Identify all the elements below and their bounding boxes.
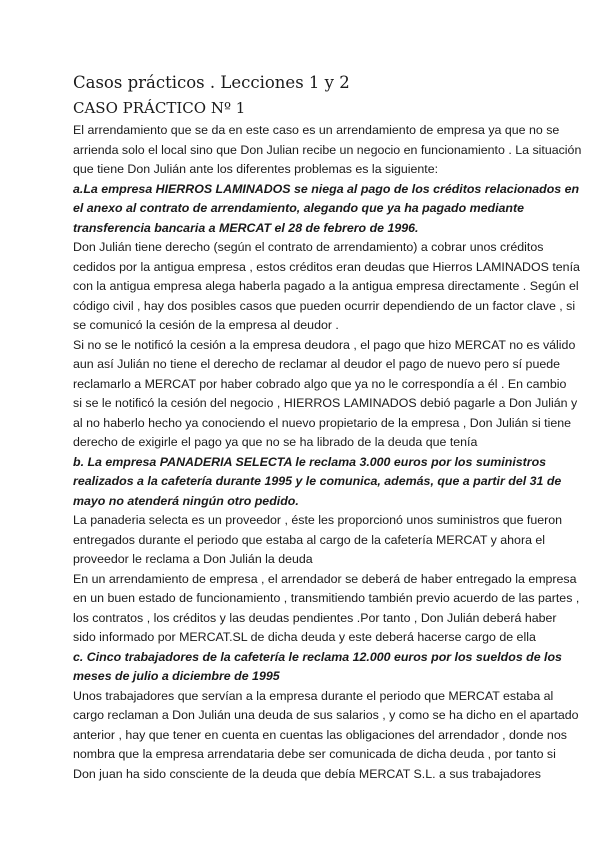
text-line: La panaderia selecta es un proveedor , éste les proporcionó unos suministros que fueron [73,513,563,527]
text-line: que tiene Don Julián ante los diferentes problemas es la siguiente: [73,162,439,176]
case-heading: CASO PRÁCTICO Nº 1 [73,99,246,117]
text-line: Don juan ha sido consciente de la deuda que debía MERCAT S.L. a sus trabajadores [73,766,541,781]
text-line: proveedor le reclama a Don Julián la deuda [73,552,313,566]
text-line: reclamarlo a MERCAT por haber cobrado algo que ya no le correspondía a él . En cambio [73,376,567,391]
text-line: cedidos por la antigua empresa , estos créditos eran deudas que Hierros LAMINADOS tenía [73,259,580,274]
text-line: al no haberlo hecho ya conociendo el nuevo propietario de la empresa , Don Julián si tiene [73,415,572,430]
text-line: entregados durante el periodo que estaba al cargo de la cafetería MERCAT y ahora el [73,532,546,547]
document-page [73,70,582,784]
question-line: transferencia bancaria a MERCAT el 28 de febrero de 1996. [73,220,419,235]
text-line: con la antigua empresa alega haberla pagado a la antigua empresa directamente . Según el [73,279,579,293]
question-line: el anexo al contrato de arrendamiento, alegando que ya ha pagado mediante [73,201,524,215]
text-line: anterior , hay que tener en cuenta en cuentas las obligaciones del arrendador , donde nos [73,727,567,742]
question-line: realizados a la cafetería durante 1995 y le comunica, además, que a partir del 31 de [73,474,562,488]
text-line: arrienda solo el local sino que Don Julian recibe un negocio en funcionamiento . La situación [73,142,582,157]
text-line: derecho de exigirle el pago ya que no se ha librado de la deuda que tenía [73,435,478,449]
text-line: aun así Julián no tiene el derecho de reclamar al deudor el pago de nuevo pero sí puede [73,357,561,371]
text-line: El arrendamiento que se da en este caso es un arrendamiento de empresa ya que no se [73,123,560,137]
text-line: cargo reclaman a Don Julián una deuda de sus salarios , y como se ha dicho en el apartado [73,708,579,722]
text-line: en un buen estado de funcionamiento , transmitiendo también previo acuerdo de las partes , [73,591,580,605]
text-line: si se le notificó la cesión del negocio , HIERROS LAMINADOS debió pagarle a Don Julián y [73,396,578,410]
document-body [73,121,582,784]
text-line: los contratos , los créditos y las deudas pendientes .Por tanto , Don Julián deberá haber [73,610,557,625]
text-line: nombra que la empresa arrendataria debe ser comunicada de dicha deuda , por tanto si [73,747,556,761]
question-line: c. Cinco trabajadores de la cafetería le reclama 12.000 euros por los sueldos de los [73,649,562,664]
document-title: Casos prácticos . Lecciones 1 y 2 [73,73,350,92]
text-line: En un arrendamiento de empresa , el arrendador se deberá de haber entregado la empresa [73,571,577,586]
text-line: Don Julián tiene derecho (según el contrato de arrendamiento) a cobrar unos créditos [73,240,544,254]
question-line: mayo no atenderá ningún otro pedido. [73,493,299,508]
question-line: b. La empresa PANADERIA SELECTA le reclama 3.000 euros por los suministros [73,454,547,469]
text-line: sido informado por MERCAT.SL de dicha deuda y este deberá hacerse cargo de ella [73,630,536,644]
text-line: se comunicó la cesión de la empresa al deudor . [73,318,339,332]
question-line: a.La empresa HIERROS LAMINADOS se niega al pago de los créditos relacionados en [73,181,580,196]
question-line: meses de julio a diciembre de 1995 [73,669,280,683]
text-line: Si no se le notificó la cesión a la empresa deudora , el pago que hizo MERCAT no es válido [73,337,576,352]
text-line: código civil , hay dos posibles casos que pueden ocurrir dependiendo de un factor clave , si [73,298,576,313]
text-line: Unos trabajadores que servían a la empresa durante el periodo que MERCAT estaba al [73,688,554,703]
